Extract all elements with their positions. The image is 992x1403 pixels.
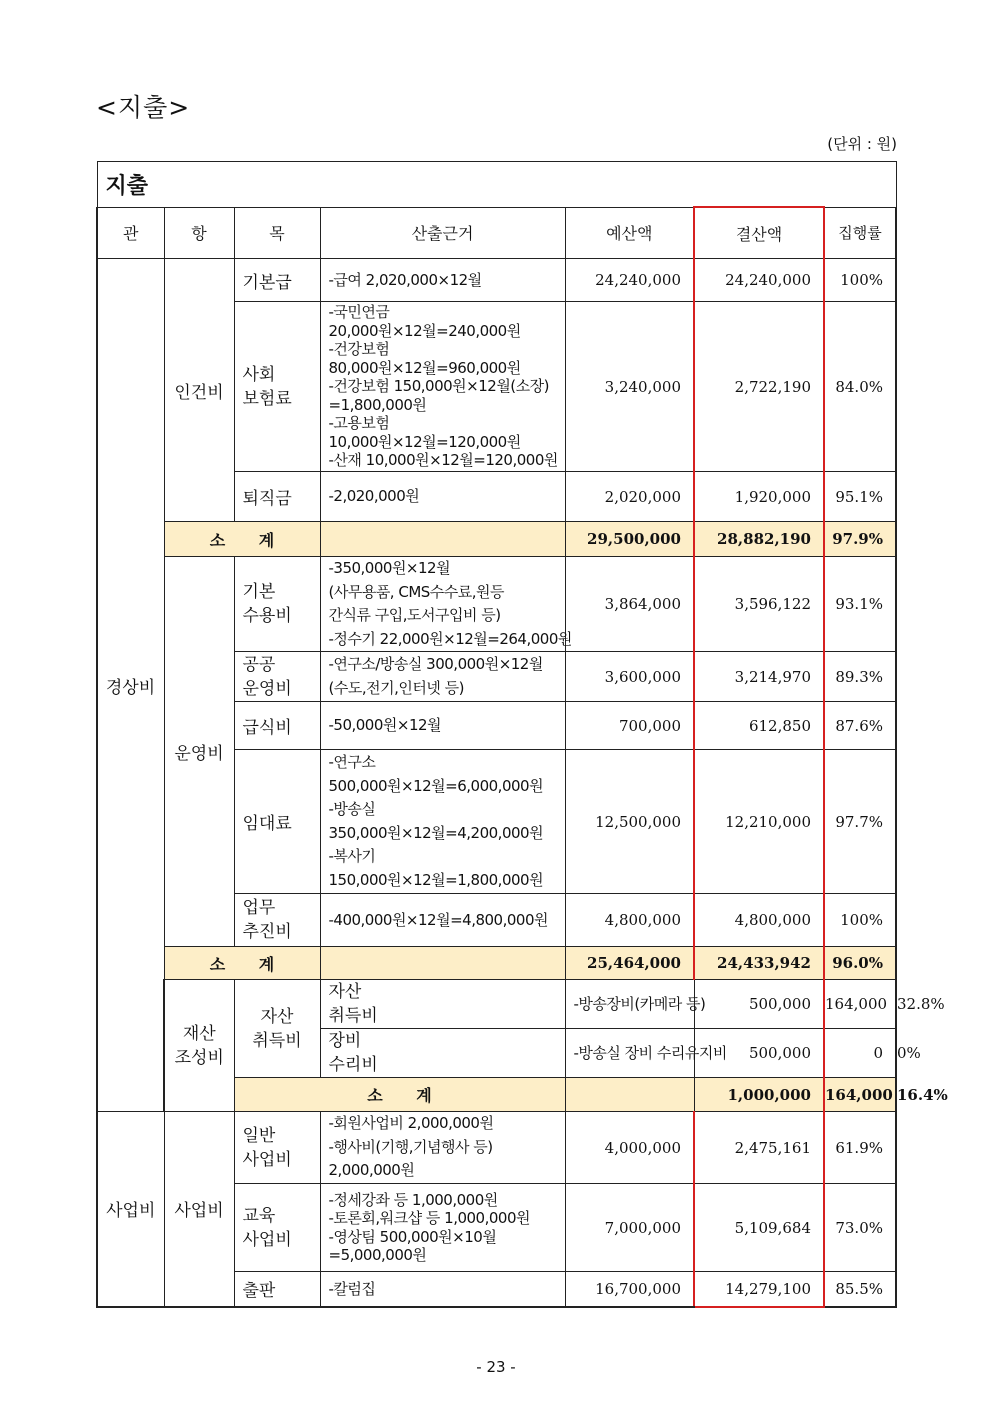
label-line: 취득비 [328,1006,378,1026]
col-header-hang: 항 [164,207,234,259]
basis-line: 350,000원×12월=4,200,000원 [328,823,544,842]
label-line: 사업비 [242,1149,292,1170]
basis-line: 20,000원×12월=240,000원 [328,321,521,340]
budget-cell: 4,000,000 [565,1112,694,1184]
basis-line: -복사기 [328,847,376,865]
basis-line: 150,000원×12월=1,800,000원 [328,870,544,889]
basis-cell [320,652,565,702]
item-label [234,1112,320,1184]
basis-line: -행사비(기행,기념행사 등) [328,1137,493,1156]
actual-cell: 612,850 [694,702,824,750]
label-line: 장비 [328,1031,362,1051]
basis-line: -2,020,000원 [328,487,420,506]
basis-line: -50,000원×12월 [328,716,442,735]
rate-cell: 89.3% [824,652,896,702]
label-line: 수용비 [242,606,292,626]
basis-line: (사무용품, CMS수수료,원등 [328,582,505,601]
label-line: 기본 [242,582,276,602]
item-label [234,1184,320,1272]
col-header-basis: 산출근거 [320,207,565,259]
section-saeop: 사업비 [164,1112,234,1307]
basis-line: =5,000,000원 [328,1246,427,1264]
rate-cell: 100% [824,259,896,302]
budget-cell: 3,240,000 [565,302,694,472]
budget-cell: 700,000 [565,702,694,750]
basis-line: -칼럼집 [328,1279,376,1298]
subtotal-label: 소 계 [209,530,289,550]
basis-line: -방송장비(카메라 등) [573,994,706,1013]
label-line: 조성비 [174,1047,224,1068]
header-row [97,207,896,259]
col-header-gwan: 관 [97,207,164,259]
basis-cell [320,302,565,472]
table-row [97,557,896,652]
section-jasan [234,980,320,1078]
basis-line: (수도,전기,인터넷 등) [328,678,464,697]
item-label [320,980,565,1029]
table-title: 지출 [97,162,896,208]
col-header-budget: 예산액 [565,207,694,259]
basis-line: -연구소 [328,753,376,771]
item-label [234,652,320,702]
actual-cell: 5,109,684 [694,1184,824,1272]
label-line: 추진비 [242,922,292,942]
label-line: 업무 [242,898,276,918]
basis-line: -방송실 [328,800,376,818]
rate-cell: 84.0% [824,302,896,472]
basis-line: 간식류 구입,도서구입비 등) [328,606,501,624]
basis-line: -국민연금 [328,303,390,322]
basis-line: -건강보험 150,000원×12월(소장) [328,377,549,396]
subtotal-blank [320,947,565,980]
basis-line: -산재 10,000원×12월=120,000원 [328,451,558,470]
label-line: 보험료 [242,388,292,409]
budget-cell: 4,800,000 [565,894,694,947]
label-line: 사업비 [242,1229,292,1250]
item-label: 급식비 [234,702,320,750]
basis-cell [320,1112,565,1184]
budget-cell: 3,600,000 [565,652,694,702]
actual-cell: 3,214,970 [694,652,824,702]
item-label: 퇴직금 [234,472,320,522]
budget-cell: 500,000 [694,980,824,1029]
label-line: 운영비 [242,678,292,699]
basis-line: -급여 2,020,000×12월 [328,270,482,289]
basis-line: -350,000원×12월 [328,559,451,577]
subtotal-actual: 28,882,190 [694,522,824,557]
basis-cell [320,702,565,750]
item-label [320,1029,565,1078]
basis-line: -고용보험 [328,414,390,433]
basis-line: -정세강좌 등 1,000,000원 [328,1190,498,1209]
actual-cell: 24,240,000 [694,259,824,302]
table-row: 재산 조성비 자산 취득비 자산 취득비 -방송장비(카메라 등) 500,000 164,000 32.8% [97,980,896,1029]
subtotal-actual: 164,000 [824,1078,896,1112]
basis-line: -회원사업비 2,000,000원 [328,1114,494,1133]
rate-cell: 93.1% [824,557,896,652]
actual-cell: 2,475,161 [694,1112,824,1184]
budget-cell: 16,700,000 [565,1272,694,1307]
label-line: 사회 [242,364,276,385]
actual-cell: 1,920,000 [694,472,824,522]
budget-cell: 7,000,000 [565,1184,694,1272]
basis-cell [320,259,565,302]
label-line: 재산 [182,1023,216,1044]
subtotal-row [97,947,896,980]
table-row [97,1112,896,1184]
budget-cell: 2,020,000 [565,472,694,522]
page-number: - 23 - [476,1358,516,1376]
basis-cell [320,557,572,652]
basis-cell [320,894,565,947]
actual-cell: 4,800,000 [694,894,824,947]
basis-cell [320,1272,565,1307]
rate-cell: 73.0% [824,1184,896,1272]
subtotal-budget: 1,000,000 [694,1078,824,1112]
unit-note: (단위 : 원) [827,135,897,153]
subtotal-row: 소 계 1,000,000 164,000 16.4% [97,1078,896,1112]
basis-line: -건강보험 [328,340,390,359]
group-gyeongsang: 경상비 [97,259,164,1112]
rate-cell: 95.1% [824,472,896,522]
page-heading: <지출> [96,93,191,122]
basis-line: -방송실 장비 수리유지비 [573,1043,727,1062]
item-label: 임대료 [234,750,320,894]
subtotal-rate: 96.0% [824,947,896,980]
basis-cell [320,1184,565,1272]
section-unyeong: 운영비 [164,557,234,947]
actual-cell: 164,000 [824,980,896,1029]
item-label: 출판 [234,1272,320,1307]
actual-cell: 0 [824,1029,896,1078]
col-header-rate: 집행률 [824,207,896,259]
subtotal-blank [565,1078,694,1112]
subtotal-label: 소 계 [209,954,289,974]
basis-line: 500,000원×12월=6,000,000원 [328,776,544,795]
group-saeop: 사업비 [97,1112,164,1307]
subtotal-label: 소 계 [367,1086,446,1105]
basis-cell [320,472,565,522]
group-jaesan [164,980,234,1112]
rate-cell: 87.6% [824,702,896,750]
rate-cell: 61.9% [824,1112,896,1184]
label-line: 공공 [242,654,276,675]
basis-cell [320,750,565,894]
actual-cell: 14,279,100 [694,1272,824,1307]
section-ingeon: 인건비 [164,259,234,522]
actual-cell: 2,722,190 [694,302,824,472]
actual-cell: 3,596,122 [694,557,824,652]
subtotal-rate: 97.9% [824,522,896,557]
label-line: 자산 [328,982,362,1002]
label-line: 일반 [242,1125,276,1146]
col-header-actual: 결산액 [694,207,824,259]
label-line: 자산 [260,1006,294,1027]
basis-cell [565,1029,727,1078]
table-row [97,259,896,302]
budget-cell: 12,500,000 [565,750,694,894]
item-label [234,302,320,472]
col-header-mok: 목 [234,207,320,259]
budget-cell: 500,000 [694,1029,824,1078]
basis-line: -연구소/방송실 300,000원×12월 [328,655,543,673]
subtotal-actual: 24,433,942 [694,947,824,980]
subtotal-row [97,522,896,557]
expenditure-table [96,161,948,1308]
budget-cell: 3,864,000 [565,557,694,652]
basis-line: =1,800,000원 [328,395,427,414]
basis-line: -영상팀 500,000원×10월 [328,1227,497,1246]
subtotal-budget: 25,464,000 [565,947,694,980]
item-label: 기본급 [234,259,320,302]
item-label [234,557,320,652]
budget-cell: 24,240,000 [565,259,694,302]
label-line: 교육 [242,1205,276,1226]
subtotal-budget: 29,500,000 [565,522,694,557]
label-line: 취득비 [252,1030,302,1051]
table-row: 장비 수리비 -방송실 장비 수리유지비 500,000 0 0% [97,1029,896,1078]
rate-cell: 85.5% [824,1272,896,1307]
basis-line: -토론회,워크샵 등 1,000,000원 [328,1209,530,1227]
item-label [234,894,320,947]
subtotal-blank [320,522,565,557]
rate-cell: 97.7% [824,750,896,894]
basis-line: 2,000,000원 [328,1161,415,1180]
actual-cell: 12,210,000 [694,750,824,894]
basis-cell [565,980,706,1029]
basis-line: -400,000원×12월=4,800,000원 [328,910,548,929]
basis-line: -정수기 22,000원×12월=264,000원 [328,629,572,648]
basis-line: 10,000원×12월=120,000원 [328,432,521,451]
basis-line: 80,000원×12월=960,000원 [328,358,521,377]
rate-cell: 100% [824,894,896,947]
label-line: 수리비 [328,1055,378,1075]
